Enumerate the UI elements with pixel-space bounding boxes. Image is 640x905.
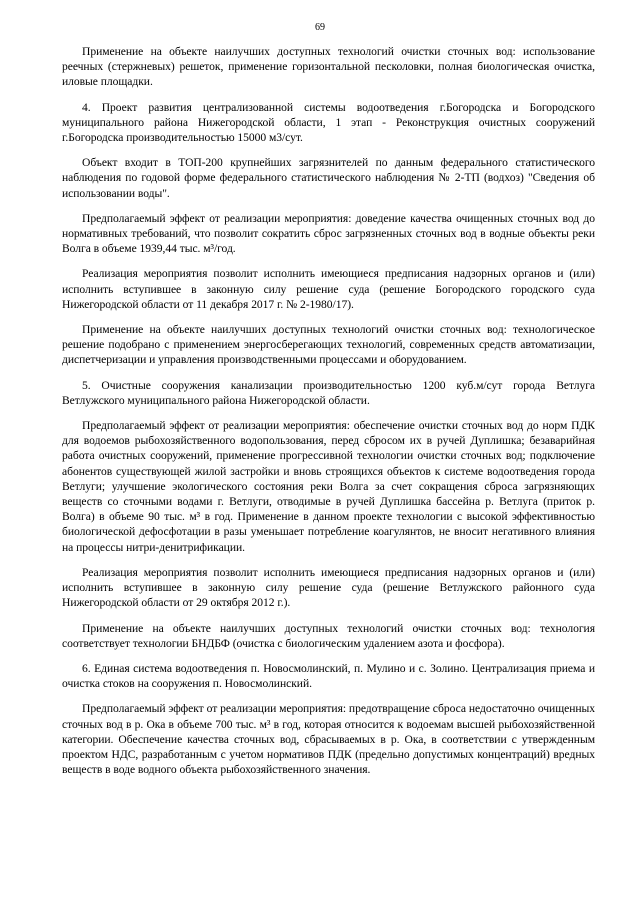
paragraph-bat-technology-3: Применение на объекте наилучших доступных технологий очистки сточных вод: технология соответствует технологии БНДБФ (очистка с биологическим удалением азота и фосфора). bbox=[62, 621, 595, 650]
paragraph-bat-technology-1: Применение на объекте наилучших доступных технологий очистки сточных вод: использование реечных (стержневых) решеток, применение горизонтальной песколовки, полная биологическая очистка, иловые площадки. bbox=[62, 45, 595, 89]
paragraph-top-200-polluters: Объект входит в ТОП-200 крупнейших загрязнителей по данным федерального статистического наблюдения по годовой форме федерального статистического наблюдения № 2-ТП (водхоз) "Сведения об использовании воды". bbox=[62, 156, 595, 200]
paragraph-project-6-novosmolinsky: 6. Единая система водоотведения п. Новосмолинский, п. Мулино и с. Золино. Централизация приема и очистка стоков на сооружения п. Новосмолинский. bbox=[62, 661, 595, 691]
paragraph-expected-effect-oka: Предполагаемый эффект от реализации мероприятия: предотвращение сброса недостаточно очищенных сточных вод в р. Ока в объеме 700 тыс. м³ в год, которая относится к водоемам высшей рыбохозяйственной категории. Обеспечение качества сточных вод, сбрасываемых в р. Ока, в соответствии с утвержденным проектом НДС, разработанным с учетом нормативов ПДК (предельно допустимых концентраций) вредных веществ в воде водного объекта рыбохозяйственного значения. bbox=[62, 702, 595, 777]
paragraph-project-5-vetluga: 5. Очистные сооружения канализации производительностью 1200 куб.м/сут города Ветлуга Ветлужского муниципального района Нижегородской области. bbox=[62, 378, 595, 407]
document-body bbox=[62, 44, 595, 787]
page-number: 69 bbox=[315, 22, 325, 33]
paragraph-court-decision-bogorodsk: Реализация мероприятия позволит исполнить имеющиеся предписания надзорных органов и (или) исполнить вступившее в законную силу решение суда (решение Богородского городского суда Нижегородской области от 11 декабря 2017 г. № 2-1980/17). bbox=[62, 267, 595, 311]
paragraph-expected-effect-bogorodsk: Предполагаемый эффект от реализации мероприятия: доведение качества очищенных сточных вод до нормативных требований, что позволит сократить сброс загрязненных сточных вод в водные объекты реки Волга в объеме 1939,44 тыс. м³/год. bbox=[62, 211, 595, 256]
paragraph-expected-effect-vetluga: Предполагаемый эффект от реализации мероприятия: обеспечение очистки сточных вод до норм ПДК для водоемов рыбохозяйственного водопользования, перед сбросом их в ручей Дуплишка; безаварийная работа очистных сооружений, применение прогрессивной технологии очистки сточных вод; подключение абонентов существующей жилой застройки и вновь строящихся объектов к системе водоотведения города Ветлуги; улучшение экологического состояния реки Волга за счет сокращения сброса загрязняющих веществ со сточными водами г. Ветлуги, отводимые в ручей Дуплишка бассейна р. Ветлуга (приток р. Волга) в объеме 90 тыс. м³ в год. Применение в данном проекте технологии с высокой эффективностью биологической дефосфотации в разы уменьшает потребление коагулянтов, не вносит негативного влияния на процессы нитри-денитрификации. bbox=[62, 419, 595, 554]
paragraph-bat-technology-2: Применение на объекте наилучших доступных технологий очистки сточных вод: технологическое решение подобрано с применением энергосберегающих технологий, современных средств автоматизации, диспетчеризации и управления производственными процессами и оборудованием. bbox=[62, 323, 595, 367]
paragraph-project-4-bogorodsk: 4. Проект развития централизованной системы водоотведения г.Богородска и Богородского муниципального района Нижегородской области, 1 этап - Реконструкция очистных сооружений г.Богородска производительностью 15000 м3/сут. bbox=[62, 100, 595, 145]
paragraph-court-decision-vetluga: Реализация мероприятия позволит исполнить имеющиеся предписания надзорных органов и (или) исполнить вступившее в законную силу решение суда (решение Ветлужского районного суда Нижегородской области от 29 октября 2012 г.). bbox=[62, 565, 595, 610]
